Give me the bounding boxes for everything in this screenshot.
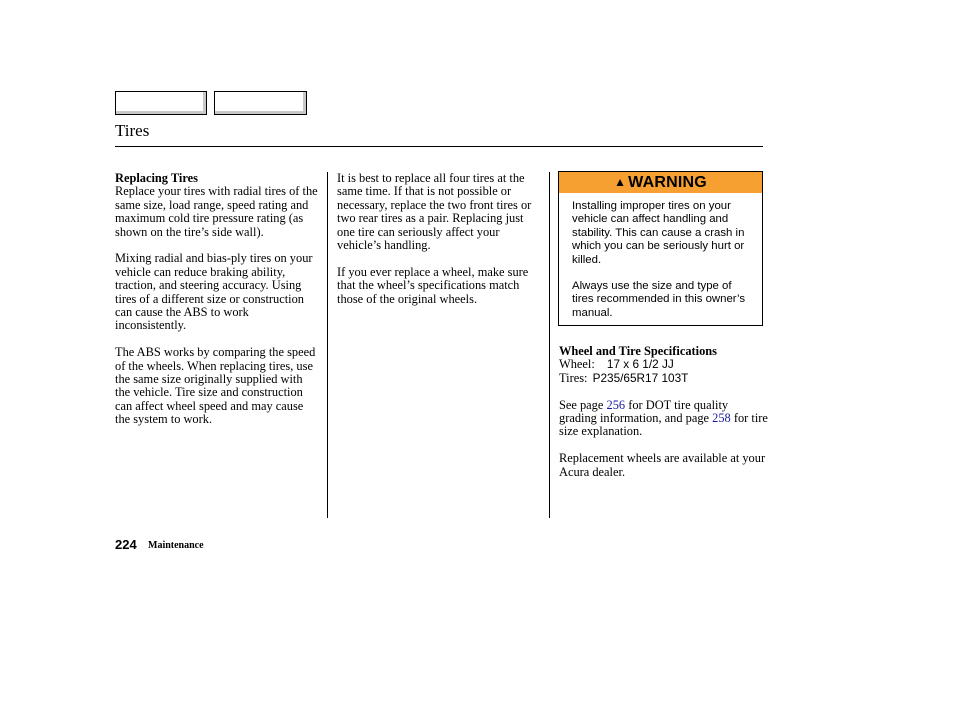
warning-body [559,193,762,320]
wheel-label: Wheel: [559,357,595,372]
tires-label: Tires: [559,370,588,385]
nav-button-next[interactable] [214,91,307,115]
replacement-note: Replacement wheels are available at your Acura dealer. [559,451,766,479]
paragraph: If you ever replace a wheel, make sure that the wheel’s specifications match those of the original wheels. [337,264,529,306]
page-link-256[interactable]: 256 [606,397,626,412]
warning-label: WARNING [628,174,707,191]
specs-heading: Wheel and Tire Specifications [559,344,717,358]
warning-text: Installing improper tires on your vehicle can affect handling and stability. This can cause a crash in which you can be seriously hurt or killed. [572,200,745,266]
nav-button-previous[interactable] [115,91,207,115]
wheel-spec [559,358,769,371]
wheel-value: 17 x 6 1/2 JJ [606,357,674,372]
right-column [559,345,769,492]
section-heading: Replacing Tires [115,171,198,185]
warning-text: Always use the size and type of tires recommended in this owner’s manual. [572,280,746,319]
paragraph: Mixing radial and bias-ply tires on your vehicle can reduce braking ability, traction, and steering accuracy. Using tires of a different size or construction can cause the ABS to work inconsistently. [115,251,313,333]
page-number: 224 [115,537,137,552]
paragraph: The ABS works by comparing the speed of the wheels. When replacing tires, use the same size originally supplied with the vehicle. Tire size and construction can affect wheel speed and may cause the system to work. [115,345,316,427]
ref-text: See page [559,397,604,412]
column-divider [549,172,550,518]
tires-spec [559,372,769,385]
paragraph: It is best to replace all four tires at the same time. If that is not possible or necessary, replace the two front tires or two rear tires as a pair. Replacing just one tire can seriously affect your vehicle’s handling. [337,171,532,253]
tires-value: P235/65R17 103T [592,370,689,385]
warning-box [558,171,763,326]
title-divider [115,146,763,147]
middle-column [337,172,542,319]
ref-text: for DOT tire quality grading information, and page [559,397,729,426]
ref-text: for tire size explanation. [559,411,768,439]
page-link-258[interactable]: 258 [712,411,731,426]
column-divider [327,172,328,518]
paragraph: Replace your tires with radial tires of the same size, load range, speed rating and maximum cold tire pressure rating (as shown on the tire’s side wall). [115,184,318,239]
page-references [559,399,769,439]
warning-triangle-icon: ▲ [614,175,627,189]
left-column [115,172,320,440]
page-title: Tires [115,121,150,140]
warning-header [559,172,762,193]
section-label: Maintenance [148,540,204,551]
